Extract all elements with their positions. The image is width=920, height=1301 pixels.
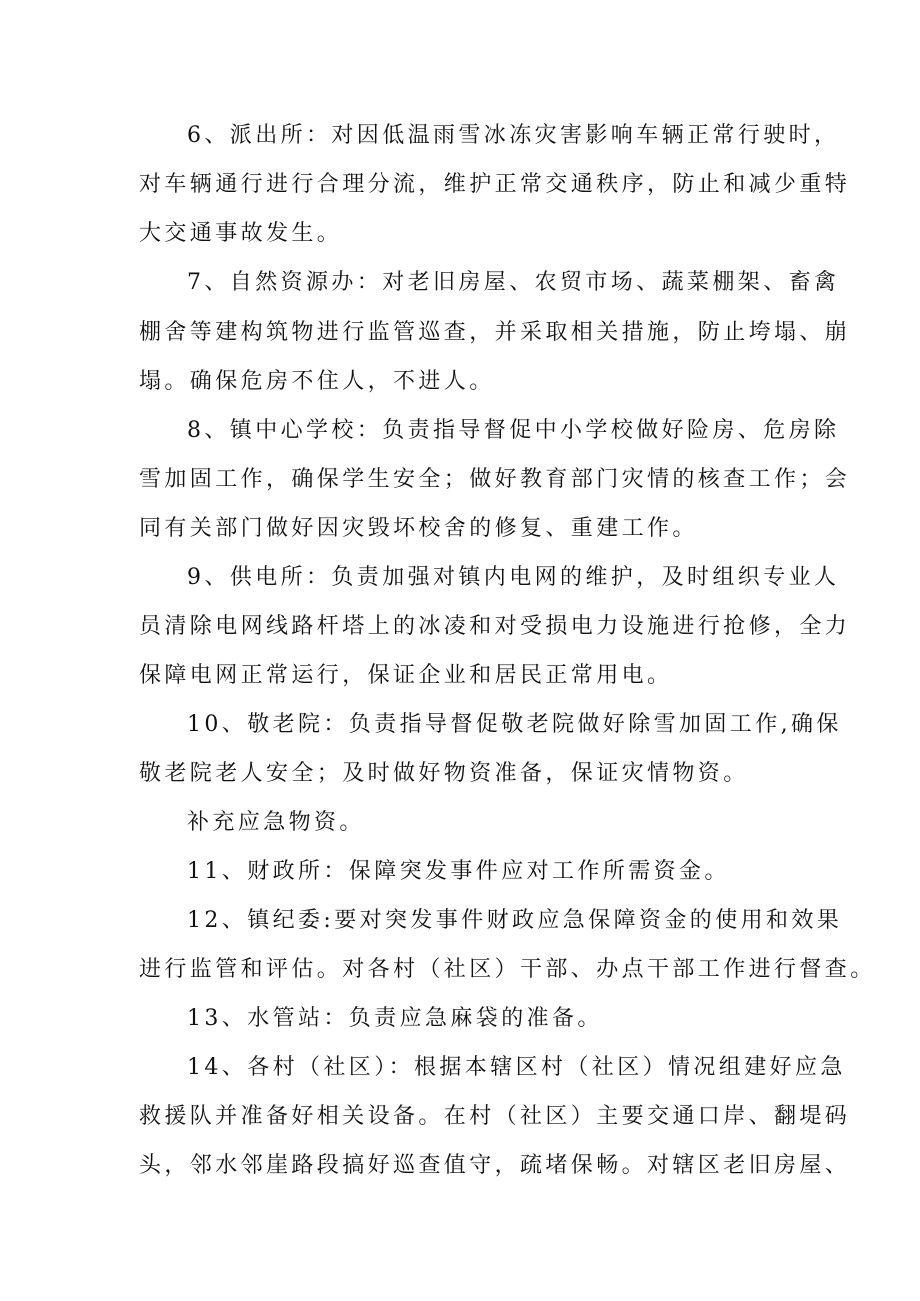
paragraph-13-line-1: 13、水管站：负责应急麻袋的准备。 — [187, 1006, 603, 1031]
paragraph-8-line-2: 雪加固工作，确保学生安全；做好教育部门灾情的核查工作；会 — [139, 467, 851, 492]
paragraph-11-line-1: 11、财政所：保障突发事件应对工作所需资金。 — [187, 859, 730, 884]
paragraph-14-line-3: 头，邻水邻崖路段搞好巡查值守，疏堵保畅。对辖区老旧房屋、 — [139, 1153, 851, 1178]
paragraph-6-line-3: 大交通事故发生。 — [139, 221, 343, 246]
paragraph-8-line-1: 8、镇中心学校：负责指导督促中小学校做好险房、危房除 — [187, 418, 840, 443]
paragraph-9-line-1: 9、供电所：负责加强对镇内电网的维护，及时组织专业人 — [187, 565, 840, 590]
paragraph-14-line-1: 14、各村（社区）：根据本辖区村（社区）情况组建好应急 — [187, 1055, 846, 1080]
paragraph-10-line-1: 10、敬老院：负责指导督促敬老院做好除雪加固工作,确保 — [187, 712, 842, 737]
paragraph-9-line-3: 保障电网正常运行，保证企业和居民正常用电。 — [139, 663, 673, 688]
paragraph-6-line-2: 对车辆通行进行合理分流，维护正常交通秩序，防止和减少重特 — [139, 172, 851, 197]
paragraph-8-line-3: 同有关部门做好因灾毁坏校舍的修复、重建工作。 — [139, 516, 698, 541]
paragraph-7-line-1: 7、自然资源办：对老旧房屋、农贸市场、蔬菜棚架、畜禽 — [187, 270, 840, 295]
paragraph-12-line-1: 12、镇纪委:要对突发事件财政应急保障资金的使用和效果 — [187, 908, 843, 933]
paragraph-14-line-2: 救援队并准备好相关设备。在村（社区）主要交通口岸、翻堤码 — [139, 1104, 851, 1129]
paragraph-10-line-3: 补充应急物资。 — [187, 810, 365, 835]
paragraph-7-line-3: 塌。确保危房不住人，不进人。 — [139, 369, 495, 394]
paragraph-10-line-2: 敬老院老人安全；及时做好物资准备，保证灾情物资。 — [139, 761, 749, 786]
paragraph-7-line-2: 棚舍等建构筑物进行监管巡查，并采取相关措施，防止垮塌、崩 — [139, 320, 851, 345]
paragraph-6-line-1: 6、派出所：对因低温雨雪冰冻灾害影响车辆正常行驶时， — [187, 123, 840, 148]
paragraph-12-line-2: 进行监管和评估。对各村（社区）干部、办点干部工作进行督查。 — [139, 957, 876, 982]
paragraph-9-line-2: 员清除电网线路杆塔上的冰凌和对受损电力设施进行抢修，全力 — [139, 614, 851, 639]
